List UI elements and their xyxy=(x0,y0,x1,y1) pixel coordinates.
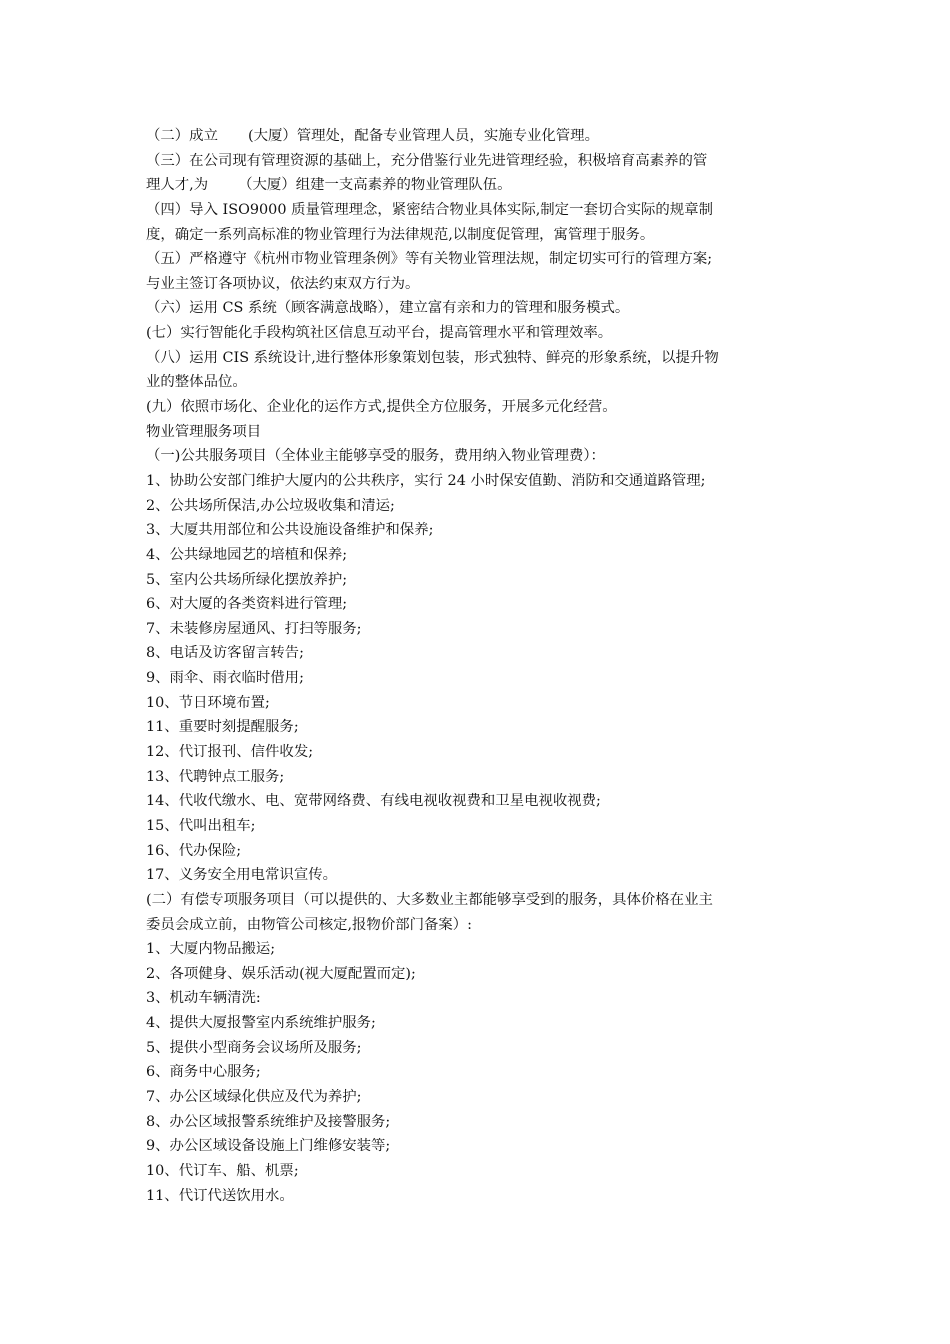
list-item: 9、办公区域设备设施上门维修安装等; xyxy=(146,1138,391,1155)
list-item: 3、机动车辆清洗: xyxy=(146,990,261,1007)
list-item: 12、代订报刊、信件收发; xyxy=(146,744,314,761)
paid-services-heading-line-2: 委员会成立前，由物管公司核定,报物价部门备案）: xyxy=(146,916,473,933)
intro-item-9: (九）依照市场化、企业化的运作方式,提供全方位服务，开展多元化经营。 xyxy=(146,399,617,416)
list-item: 3、大厦共用部位和公共设施设备维护和保养; xyxy=(146,522,434,539)
list-item: 2、各项健身、娱乐活动(视大厦配置而定); xyxy=(146,965,416,982)
list-item: 11、重要时刻提醒服务; xyxy=(146,719,299,736)
list-item: 10、节日环境布置; xyxy=(146,694,270,711)
section-title: 物业管理服务项目 xyxy=(146,423,262,440)
list-item: 8、办公区域报警系统维护及接警服务; xyxy=(146,1113,391,1130)
intro-item-3-prefix: 理人才,为 xyxy=(146,177,209,194)
list-item: 15、代叫出租车; xyxy=(146,817,256,834)
list-item: 9、雨伞、雨衣临时借用; xyxy=(146,670,304,687)
list-item: 17、义务安全用电常识宣传。 xyxy=(146,867,337,884)
list-item: 1、协助公安部门维护大厦内的公共秩序，实行 24 小时保安值勤、消防和交通道路管理; xyxy=(146,472,706,489)
intro-item-3-line-1: （三）在公司现有管理资源的基础上，充分借鉴行业先进管理经验，积极培育高素养的管 xyxy=(146,152,708,169)
intro-item-3-suffix: （大厦）组建一支高素养的物业管理队伍。 xyxy=(238,177,512,194)
list-item: 6、对大厦的各类资料进行管理; xyxy=(146,596,348,613)
public-services-heading: （一)公共服务项目（全体业主能够享受的服务，费用纳入物业管理费）： xyxy=(146,448,605,465)
document-page xyxy=(146,124,811,1208)
list-item: 5、室内公共场所绿化摆放养护; xyxy=(146,571,348,588)
list-item: 6、商务中心服务; xyxy=(146,1064,261,1081)
list-item: 2、公共场所保洁,办公垃圾收集和清运; xyxy=(146,497,395,514)
intro-item-5-line-2: 与业主签订各项协议，依法约束双方行为。 xyxy=(146,275,420,292)
list-item: 7、未装修房屋通风、打扫等服务; xyxy=(146,620,362,637)
intro-item-3-line-2 xyxy=(146,173,811,198)
intro-item-4-line-1: （四）导入 ISO9000 质量管理理念，紧密结合物业具体实际,制定一套切合实际的规章制 xyxy=(146,201,713,218)
list-item: 14、代收代缴水、电、宽带网络费、有线电视收视费和卫星电视收视费; xyxy=(146,793,601,810)
list-item: 4、公共绿地园艺的培植和保养; xyxy=(146,546,348,563)
list-item: 8、电话及访客留言转告; xyxy=(146,645,304,662)
list-item: 11、代订代送饮用水。 xyxy=(146,1187,294,1204)
list-item: 10、代订车、船、机票; xyxy=(146,1162,299,1179)
intro-item-7: (七）实行智能化手段构筑社区信息互动平台，提高管理水平和管理效率。 xyxy=(146,325,613,342)
list-item: 1、大厦内物品搬运; xyxy=(146,941,276,958)
paid-services-heading-line-1: (二）有偿专项服务项目（可以提供的、大多数业主都能够享受到的服务，具体价格在业主 xyxy=(146,891,713,908)
intro-item-8-line-1: （八）运用 CIS 系统设计,进行整体形象策划包装，形式独特、鲜亮的形象系统，以提升物 xyxy=(146,349,719,366)
list-item: 4、提供大厦报警室内系统维护服务; xyxy=(146,1015,376,1032)
intro-item-8-line-2: 业的整体品位。 xyxy=(146,374,247,391)
intro-item-2-prefix: （二）成立 xyxy=(146,128,218,144)
list-item: 16、代办保险; xyxy=(146,842,242,859)
intro-item-4-line-2: 度，确定一系列高标准的物业管理行为法律规范,以制度促管理，寓管理于服务。 xyxy=(146,226,655,243)
intro-item-2-suffix: (大厦）管理处，配备专业管理人员，实施专业化管理。 xyxy=(247,128,599,144)
list-item: 13、代聘钟点工服务; xyxy=(146,768,285,785)
intro-item-5-line-1: （五）严格遵守《杭州市物业管理条例》等有关物业管理法规，制定切实可行的管理方案; xyxy=(146,251,713,268)
list-item: 7、办公区域绿化供应及代为养护; xyxy=(146,1088,362,1105)
intro-item-2 xyxy=(146,124,811,149)
list-item: 5、提供小型商务会议场所及服务; xyxy=(146,1039,362,1056)
intro-item-6: （六）运用 CS 系统（顾客满意战略），建立富有亲和力的管理和服务模式。 xyxy=(146,300,630,317)
